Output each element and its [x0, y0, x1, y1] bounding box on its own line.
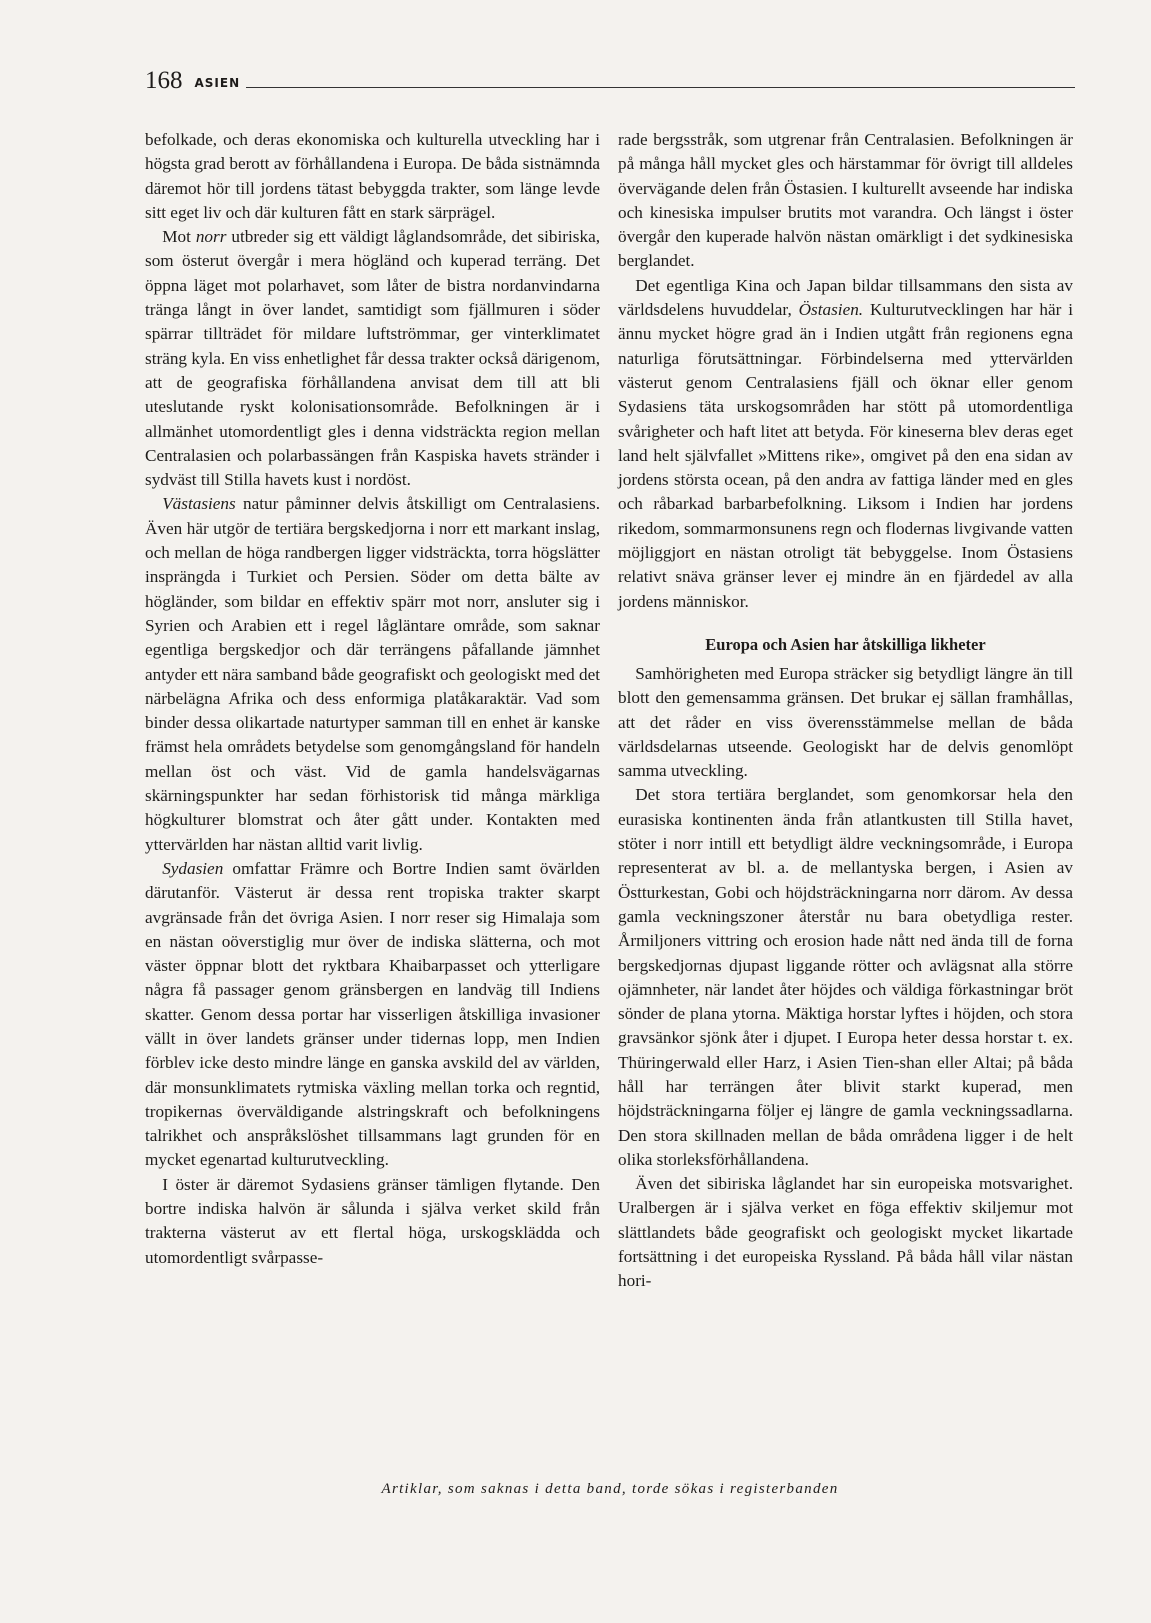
right-column	[618, 128, 1073, 1294]
left-column	[145, 128, 600, 1270]
paragraph: Västasiens natur påminner delvis åtskilligt om Centralasiens. Även här utgör de tertiära bergskedjorna i norr ett markant inslag, och mellan de höga randbergen ligger vidsträckta, torra högslätter insprängda i Turkiet och Persien. Söder om detta bälte av högländer, som bildar en effektiv spärr mot norr, ansluter sig i Syrien och Arabien ett i regel lågläntare område, som saknar egentliga bergskedjor och där terrängens påfallande jämnhet antyder ett nära samband både geografiskt och geologiskt med det närbelägna Afrika och dess enformiga platåkaraktär. Vad som binder dessa olikartade naturtyper samman till en enhet är kanske främst hela områdets betydelse som genomgångsland för handeln mellan öst och väst. Vid de gamla handelsvägarnas skärningspunkter har sedan förhistorisk tid många märkliga högkulturer blomstrat och åter gått under. Kontakten med yttervärlden har nästan alltid varit livlig.	[145, 494, 600, 854]
paragraph: Även det sibiriska låglandet har sin europeiska motsvarighet. Uralbergen är i själva verket en föga effektiv skiljemur mot slättlandets både geografiskt och geologiskt mycket likartade fortsättning i det europeiska Ryssland. På båda håll vilar nästan hori-	[618, 1174, 1073, 1291]
paragraph: rade bergsstråk, som utgrenar från Centralasien. Befolkningen är på många håll mycket gles och härstammar för övrigt till alldeles övervägande delen från Östasien. I kulturellt avseende har indiska och kinesiska impulser brutits mot varandra. Och längst i öster övergår den kuperade halvön nästan omärkligt i det sydkinesiska berglandet.	[618, 130, 1073, 271]
paragraph: Sydasien omfattar Främre och Bortre Indien samt övärlden därutanför. Västerut är dessa rent tropiska trakter skarpt avgränsade från det övriga Asien. I norr reser sig Himalaja som en nästan oöverstiglig mur över de indiska slätterna, och mot väster öppnar blott det ryktbara Khaibarpasset och ytterligare några få passager genom gränsbergen en landväg till Indiens skatter. Genom dessa portar har visserligen åtskilliga invasioner vällt in över landets gränser under tidernas lopp, men Indien förblev icke desto mindre länge en ganska avskild del av världen, där monsunklimatets rytmiska växling mellan torka och regntid, tropikernas överväldigande alstringskraft och befolkningens talrikhet och anspråkslöshet tillsammans lagt grunden för en mycket egenartad kulturutveckling.	[145, 858, 600, 1170]
subheading: Europa och Asien har åtskilliga likheter	[705, 634, 986, 654]
section-title: ASIEN	[194, 76, 241, 90]
paragraph: Det egentliga Kina och Japan bildar tillsammans den sista av världsdelens huvuddelar, Östasien. Kulturutvecklingen har här i ännu mycket högre grad än i Indien utgått från regionens egna naturliga förutsättningar. Förbindelserna med yttervärlden västerut genom Centralasiens fjäll och öknar eller genom Sydasiens täta urskogsområden har stött på utomordentliga svårigheter och haft litet att betyda. För kineserna blev deras eget land helt självfallet »Mittens rike», omgivet på den ena sidan av jordens största ocean, på den andra av fattiga länder med en gles och råbarkad barbarbefolkning. Liksom i Indien har jordens rikedom, sommarmonsunens regn och flodernas livgivande vatten möjliggjort en nästan otroligt tät bebyggelse. Inom Östasiens relativt snäva gränser lever ej mindre än en fjärdedel av alla jordens människor.	[618, 275, 1073, 611]
header-rule	[246, 87, 1075, 88]
page-number: 168	[145, 67, 183, 94]
paragraph: Mot norr utbreder sig ett väldigt låglandsområde, det sibiriska, som österut övergår i mera högländ och kuperad terräng. Det öppna läget mot polarhavet, som låter de bistra nordanvindarna tränga långt in över landet, samtidigt som fjällmuren i söder spärrar tillträdet för mildare luftströmmar, ger vinterklimatet sträng kyla. En viss enhetlighet får dessa trakter också därigenom, att de geografiska förhållandena anvisat dem till att bli uteslutande ryskt kolonisationsområde. Befolkningen är i allmänhet utomordentligt gles i denna vidsträckta region mellan Centralasien och polarbassängen från Kaspiska havets stränder i sydväst till Stilla havets kust i nordöst.	[145, 227, 600, 490]
paragraph: Det stora tertiära berglandet, som genomkorsar hela den eurasiska kontinenten ända från atlantkusten till Stilla havet, stöter i norr intill ett betydligt äldre veckningsområde, i Europa representerat av bl. a. de mellantyska bergen, i Asien av Östturkestan, Gobi och höjdsträckningarna norr därom. Av dessa gamla veckningszoner återstår nu bara obetydliga rester. Årmiljoners vittring och erosion hade nått ned ända till de forna bergskedjornas djupast liggande rötter och avlägsnat alla större ojämnheter, när landet åter höjdes och väldiga förkastningar bröt sönder de plana ytorna. Mäktiga horstar lyftes i höjden, och stora gravsänkor sjönk åter i djupet. I Europa heter dessa horstar t. ex. Thüringerwald eller Harz, i Asien Tien-shan eller Altai; på båda håll har terrängen åter blivit starkt kuperad, men höjdsträckningarna följer ej längre de gamla veckningssadlarna. Den stora skillnaden mellan de båda områdena ligger i de helt olika storleksförhållandena.	[618, 785, 1073, 1169]
paragraph: befolkade, och deras ekonomiska och kulturella utveckling har i högsta grad berott av förhållandena i Europa. De båda sistnämnda däremot hör till jordens tätast bebyggda trakter, som länge levde sitt eget liv och där kulturen fått en stark särprägel.	[145, 130, 600, 222]
paragraph: I öster är däremot Sydasiens gränser tämligen flytande. Den bortre indiska halvön är sålunda i själva verket skild från trakterna västerut av ett flertal höga, urskogsklädda och utomordentligt svårpasse-	[145, 1174, 600, 1267]
page-footer: Artiklar, som saknas i detta band, torde sökas i registerbanden	[381, 1481, 839, 1497]
paragraph: Samhörigheten med Europa sträcker sig betydligt längre än till blott den gemensamma gränsen. Det brukar ej sällan framhållas, att det råder en viss överensstämmelse mellan de båda världsdelarnas utseende. Geologiskt har de delvis genomlöpt samma utveckling.	[618, 663, 1073, 781]
page-header	[145, 68, 1075, 93]
